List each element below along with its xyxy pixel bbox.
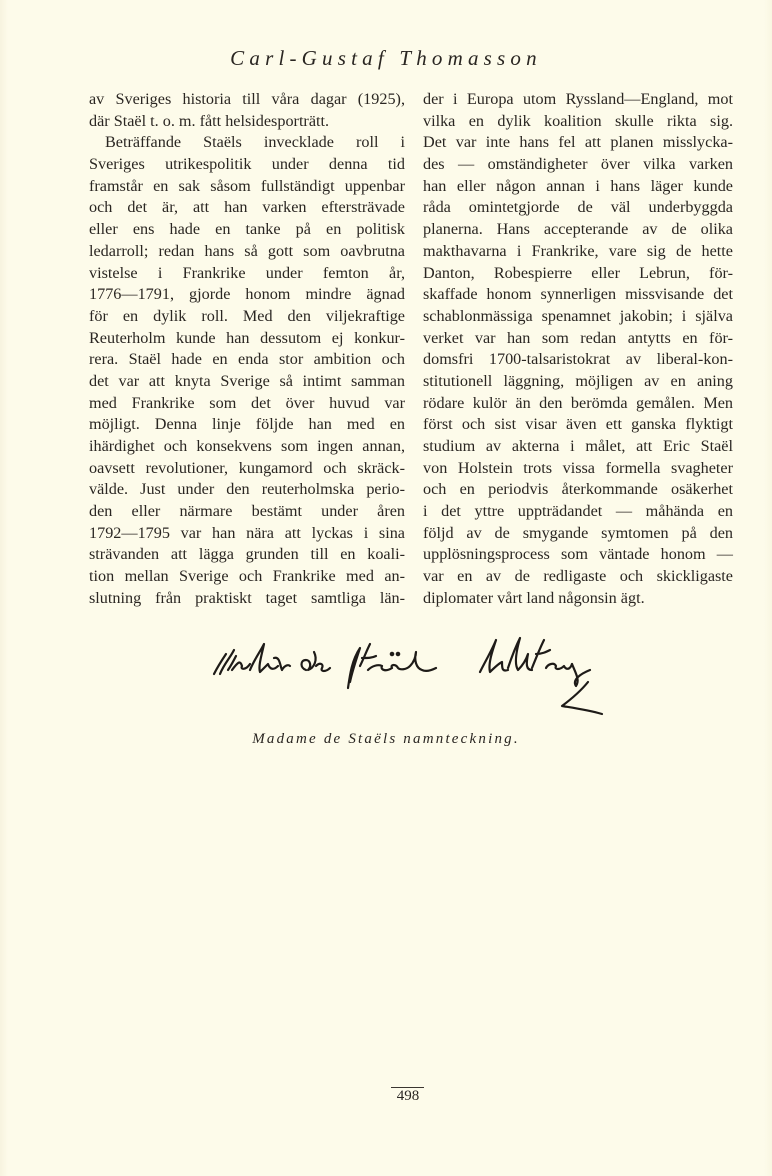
text-line: der i Europa utom Ryssland—England, mot (423, 90, 733, 108)
text-line: schablonmässiga spenamnet jakobin; i själva (423, 306, 733, 325)
page-number: 498 (396, 1088, 420, 1104)
text-line: ihärdighet och konsekvens som ingen annan, (89, 437, 405, 455)
text-line: slutning från praktiskt taget samtliga län- (89, 588, 405, 607)
right-column (423, 89, 733, 610)
left-column (89, 89, 405, 610)
signature-image (210, 630, 620, 720)
text-line: framstår en sak såsom fullständigt uppenbar (89, 176, 405, 195)
text-line: domsfri 1700-talsaristokrat av liberal-kon- (423, 350, 733, 369)
text-line: ledarroll; redan hans så gott som oavbrutna (89, 241, 405, 260)
text-line: och en periodvis återkommande osäkerhet (423, 480, 733, 499)
text-line: var en av de redligaste och skickligaste (423, 567, 733, 586)
running-head: Carl-Gustaf Thomasson (230, 46, 542, 70)
text-line: där Staël t. o. m. fått helsidesporträtt. (89, 111, 330, 130)
text-line: för en dylik roll. Med den viljekraftige (89, 306, 405, 325)
text-line: följd av de smygande symtomen på den (423, 523, 733, 542)
text-line: rödare kulör än den berömda gemålen. Men (423, 393, 733, 412)
text-line: 1776—1791, gjorde honom mindre ägnad (89, 285, 405, 304)
handwritten-signature-icon (210, 630, 620, 720)
text-line: Sveriges utrikespolitik under denna tid (89, 155, 405, 174)
text-line: upplösningsprocess som väntade honom — (423, 545, 733, 564)
text-line: möjligt. Denna linje följde han med en (89, 415, 405, 434)
text-line: han eller någon annan i hans läger kunde (423, 176, 733, 195)
text-line: von Holstein trots vissa formella svagheter (423, 458, 733, 477)
text-line: och det är, att han varken eftersträvade (89, 198, 405, 217)
text-line: i det yttre uppträdandet — måhända en (423, 502, 733, 521)
text-line: planerna. Hans accepterande av de olika (423, 220, 733, 239)
text-line: välde. Just under den reuterholmska perio- (89, 480, 405, 499)
text-line: först och sist visar även ett ganska flyktigt (423, 415, 733, 434)
text-line: av Sveriges historia till våra dagar (1925), (89, 90, 405, 108)
text-line: 1792—1795 var han nära att lyckas i sina (89, 523, 405, 542)
text-line: Reuterholm kunde han dessutom ej konkur- (89, 328, 405, 347)
text-line: vistelse i Frankrike under femton år, (89, 263, 405, 282)
text-line: Beträffande Staëls invecklade roll i (105, 133, 405, 152)
text-line: stitutionell läggning, möjligen av en aning (423, 371, 733, 390)
text-line: makthavarna i Frankrike, vare sig de hette (423, 241, 733, 260)
text-line: den eller närmare bestämt under åren (89, 502, 405, 521)
text-line: verket var han som redan antytts en för- (423, 328, 733, 347)
text-line: strävanden att lägga grunden till en koali- (89, 545, 405, 564)
text-line: eller ens hade en tanke på en politisk (89, 220, 405, 239)
text-line: med Frankrike som det över huvud var (89, 393, 405, 412)
text-line: skaffade honom synnerligen missvisande det (423, 285, 733, 304)
text-line: des — omständigheter över vilka varken (423, 155, 733, 174)
text-line: råda omintetgjorde de väl underbyggda (423, 198, 733, 217)
text-line: oavsett revolutioner, kungamord och skräck- (89, 458, 405, 477)
text-line: tion mellan Sverige och Frankrike med an- (89, 567, 405, 586)
figure-caption: Madame de Staëls namnteckning. (252, 731, 520, 747)
text-line: Det var inte hans fel att planen misslycka- (423, 133, 733, 152)
text-line: Danton, Robespierre eller Lebrun, för- (423, 263, 733, 282)
text-line: vilka en dylik koalition skulle rikta sig. (423, 111, 733, 130)
text-line: det var att knyta Sverige så intimt samman (89, 371, 405, 390)
text-line: rera. Staël hade en enda stor ambition och (89, 350, 405, 369)
text-line: diplomater vårt land någonsin ägt. (423, 588, 645, 607)
text-line: studium av akterna i målet, att Eric Staël (423, 437, 733, 455)
